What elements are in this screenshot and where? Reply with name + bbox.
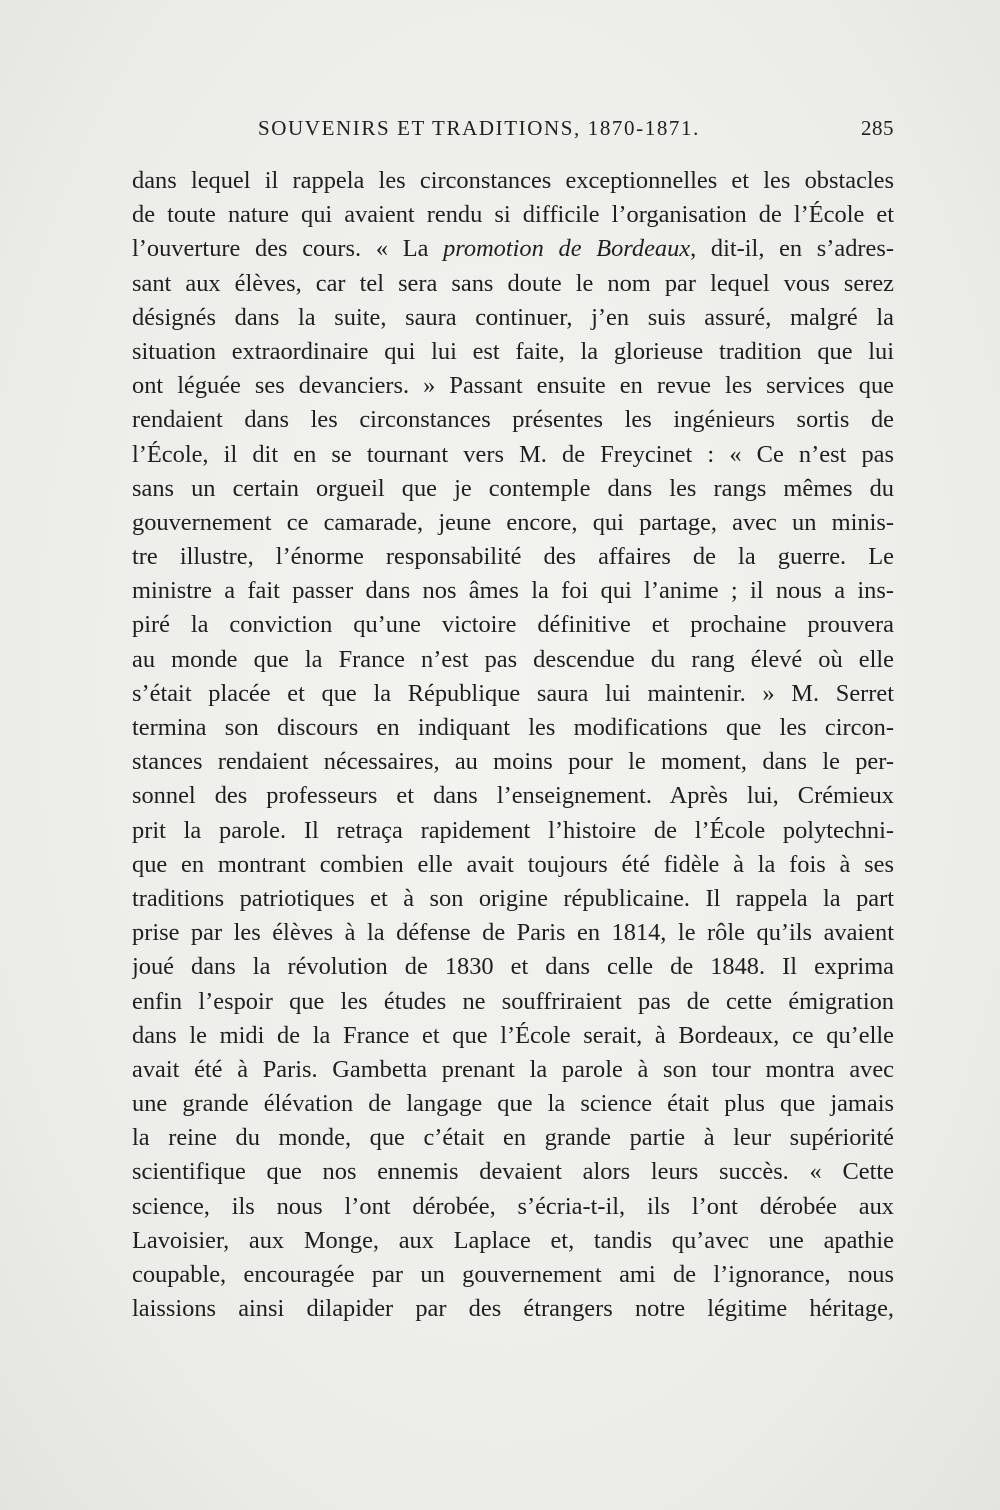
page-number: 285 — [861, 116, 894, 140]
text-line: piré la conviction qu’une victoire définitive et prochaine prouvera — [132, 611, 894, 639]
text-line: l’École, il dit en se tournant vers M. de Freycinet : « Ce n’est pas — [132, 440, 894, 468]
text-line: la reine du monde, que c’était en grande partie à leur supériorité — [132, 1124, 894, 1152]
text-line: une grande élévation de langage que la science était plus que jamais — [132, 1090, 894, 1118]
text-line: science, ils nous l’ont dérobée, s’écria-t-il, ils l’ont dérobée aux — [132, 1192, 894, 1220]
text-line — [132, 232, 894, 266]
text-line: situation extraordinaire qui lui est faite, la glorieuse tradition que lui — [132, 337, 894, 365]
text-line: stances rendaient nécessaires, au moins pour le moment, dans le per- — [132, 748, 894, 776]
text-line: termina son discours en indiquant les modifications que les circon- — [132, 714, 894, 741]
text-line: scientifique que nos ennemis devaient alors leurs succès. « Cette — [132, 1158, 894, 1186]
text-line: tre illustre, l’énorme responsabilité des affaires de la guerre. Le — [132, 543, 894, 571]
text-line: sans un certain orgueil que je contemple dans les rangs mêmes du — [132, 474, 894, 502]
text-line: Lavoisier, aux Monge, aux Laplace et, tandis qu’avec une apathie — [132, 1226, 894, 1254]
text-line: dans lequel il rappela les circonstances exceptionnelles et les obstacles — [132, 167, 894, 194]
text-line: prise par les élèves à la défense de Paris en 1814, le rôle qu’ils avaient — [132, 919, 894, 947]
text-segment: , dit-il, en s’adres- — [690, 235, 894, 263]
text-line: désignés dans la suite, saura continuer, j’en suis assuré, malgré la — [132, 303, 894, 331]
text-line: laissions ainsi dilapider par des étrangers notre légitime héritage, — [132, 1295, 894, 1323]
text-line: dans le midi de la France et que l’École serait, à Bordeaux, ce qu’elle — [132, 1021, 894, 1049]
running-title: SOUVENIRS ET TRADITIONS, 1870-1871. — [258, 116, 700, 140]
text-line: joué dans la révolution de 1830 et dans celle de 1848. Il exprima — [132, 953, 894, 981]
text-line: sonnel des professeurs et dans l’enseignement. Après lui, Crémieux — [132, 782, 894, 810]
text-line: avait été à Paris. Gambetta prenant la parole à son tour montra avec — [132, 1055, 894, 1083]
text-line: rendaient dans les circonstances présentes les ingénieurs sortis de — [132, 406, 894, 434]
body-text — [132, 164, 894, 1326]
text-segment: l’ouverture des cours. « La — [132, 235, 444, 263]
italic-phrase: promotion de Bordeaux — [443, 235, 691, 263]
text-line: ont léguée ses devanciers. » Passant ensuite en revue les services que — [132, 372, 894, 400]
text-line: sant aux élèves, car tel sera sans doute le nom par lequel vous serez — [132, 269, 894, 297]
running-head — [132, 112, 894, 144]
text-line: que en montrant combien elle avait toujours été fidèle à la fois à ses — [132, 850, 894, 878]
text-line: gouvernement ce camarade, jeune encore, qui partage, avec un minis- — [132, 508, 894, 536]
text-line: traditions patriotiques et à son origine républicaine. Il rappela la part — [132, 884, 894, 912]
text-line: de toute nature qui avaient rendu si difficile l’organisation de l’École et — [132, 201, 894, 229]
text-line: s’était placée et que la République saura lui maintenir. » M. Serret — [132, 679, 894, 707]
text-line: coupable, encouragée par un gouvernement ami de l’ignorance, nous — [132, 1261, 894, 1288]
text-line: ministre a fait passer dans nos âmes la foi qui l’anime ; il nous a ins- — [132, 577, 894, 605]
text-line: au monde que la France n’est pas descendue du rang élevé où elle — [132, 645, 894, 673]
text-line: prit la parole. Il retraça rapidement l’histoire de l’École polytechni- — [132, 816, 894, 844]
text-line: enfin l’espoir que les études ne souffriraient pas de cette émigration — [132, 987, 894, 1015]
